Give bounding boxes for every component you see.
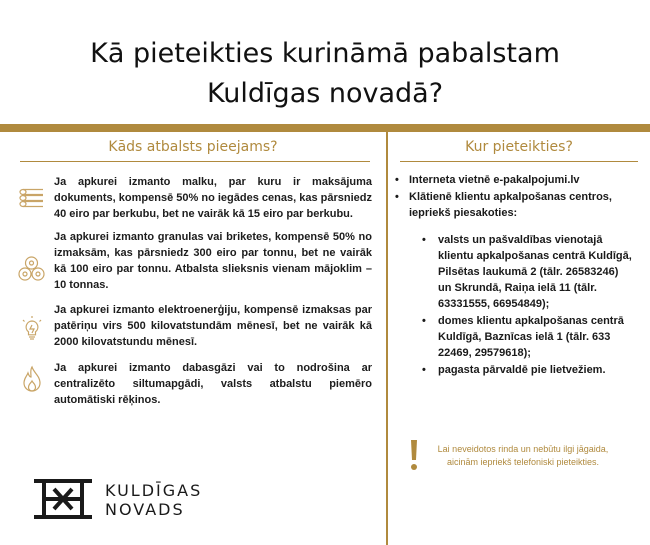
- list-item: [395, 189, 640, 221]
- left-heading-underline: [20, 161, 370, 162]
- list-item: [395, 172, 640, 188]
- logo-line-2: NOVADS: [105, 500, 185, 519]
- exclamation-icon: [408, 438, 420, 472]
- title-line-1: Kā pieteikties kurināmā pabalstam: [90, 38, 560, 69]
- kuldiga-logo-icon: [32, 478, 94, 520]
- right-column-heading: Kur pieteikties?: [465, 139, 573, 155]
- title-line-2: Kuldīgas novadā?: [206, 78, 444, 109]
- service-centers-list: [422, 232, 632, 379]
- right-heading-underline: [400, 161, 638, 162]
- lightbulb-icon: [17, 314, 47, 344]
- booking-note: Lai neveidotos rinda un nebūtu ilgi jāgaida, aicinām iepriekš telefoniski pieteikties.: [437, 444, 609, 467]
- bullet-icon: •: [422, 364, 426, 376]
- list-item-text: pagasta pārvaldē pie lietvežiem.: [438, 364, 606, 376]
- page-title: [0, 34, 650, 114]
- support-item-firewood: Ja apkurei izmanto malku, par kuru ir maksājuma dokuments, kompensē 50% no iegādes cenas, kas pārsniedz 40 eiro par berkubu, bet ne vairāk kā 15 eiro par berkubu.: [54, 176, 372, 220]
- logo-wordmark: [105, 481, 202, 519]
- bullet-icon: •: [422, 234, 426, 246]
- list-item: [422, 362, 632, 378]
- list-item: [422, 313, 632, 361]
- application-methods-list: [395, 172, 640, 222]
- pellets-icon: [17, 254, 47, 284]
- logo-line-1: KULDĪGAS: [105, 481, 203, 500]
- list-item-text: Interneta vietnē e-pakalpojumi.lv: [409, 174, 580, 186]
- bullet-icon: •: [395, 174, 399, 186]
- list-item-text: domes klientu apkalpošanas centrā Kuldīgā, Baznīcas ielā 1 (tālr. 633 22469, 29579618);: [438, 315, 624, 359]
- bullet-icon: •: [395, 191, 399, 203]
- gold-divider-bar: [0, 124, 650, 132]
- list-item-text: valsts un pašvaldības vienotajā klientu apkalpošanas centrā Kuldīgā, Pilsētas laukumā 2 (tālr. 26583246) un Skrundā, Raiņa ielā 11 (tālr. 63331555, 66954849);: [438, 234, 632, 310]
- firewood-icon: [17, 180, 47, 210]
- support-item-pellets: Ja apkurei izmanto granulas vai briketes, kompensē 50% no izmaksām, kas pārsniedz 300 eiro par tonnu, bet ne vairāk kā 100 eiro par tonnu. Atbalsta slieksnis vienam mājoklim – 10 tonnas.: [54, 231, 372, 291]
- list-item-text: Klātienē klientu apkalpošanas centros, iepriekš piesakoties:: [409, 191, 612, 219]
- list-item: [422, 232, 632, 312]
- flame-icon: [17, 364, 47, 394]
- left-column-heading: Kāds atbalsts pieejams?: [108, 139, 278, 155]
- column-divider: [386, 132, 388, 545]
- support-item-electricity: Ja apkurei izmanto elektroenerģiju, kompensē izmaksas par patēriņu virs 500 kilovatstundām mēnesī, bet ne vairāk kā 2000 kilovatstundu mēnesī.: [54, 304, 372, 348]
- support-item-gas: Ja apkurei izmanto dabasgāzi vai to nodrošina ar centralizēto siltumapgādi, valsts atbalstu piemēro automātiski rēķinos.: [54, 362, 372, 406]
- bullet-icon: •: [422, 315, 426, 327]
